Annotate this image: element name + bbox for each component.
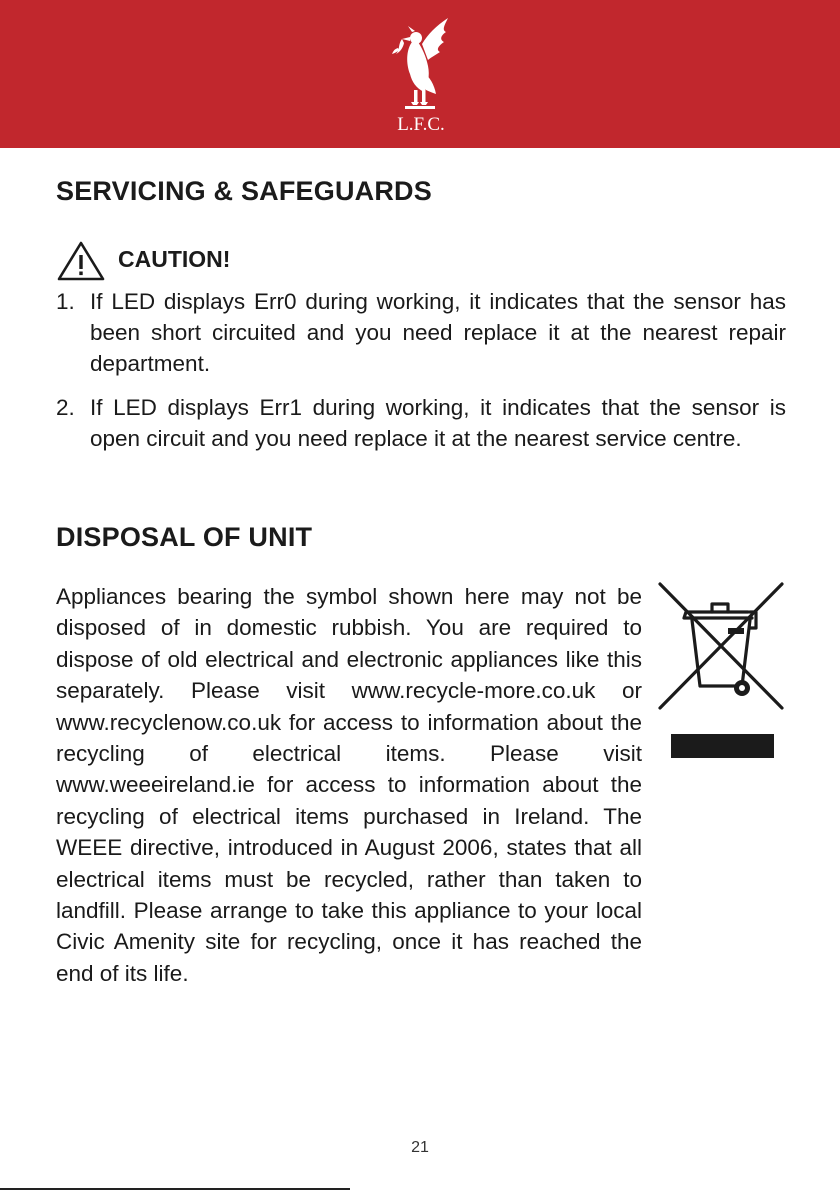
disposal-heading: DISPOSAL OF UNIT	[56, 522, 313, 552]
warning-triangle-icon	[56, 240, 106, 282]
caution-steps-list	[56, 286, 786, 467]
servicing-heading: SERVICING & SAFEGUARDS	[56, 176, 432, 206]
footer-rule	[0, 1188, 350, 1190]
step-text: If LED displays Err0 during working, it indicates that the sensor has been short circuited and you need replace it at the nearest repair department.	[90, 289, 786, 376]
disposal-paragraph: Appliances bearing the symbol shown here may not be disposed of in domestic rubbish. You are required to dispose of old electrical and electronic appliances like this separately. Please visit www.recycle-more.co.uk or www.recyclenow.co.uk for access to information about the recycling of electrical items. Please visit www.weeeireland.ie for access to information about the recycling of electrical items purchased in Ireland. The WEEE directive, introduced in August 2006, states that all electrical items must be recycled, rather than taken to landfill. Please arrange to take this appliance to your local Civic Amenity site for recycling, once it has reached the end of its life.	[56, 584, 642, 986]
caution-label: CAUTION!	[118, 246, 231, 272]
crest-lettering: L.F.C.	[397, 114, 445, 135]
lfc-crest-logo	[378, 12, 464, 138]
crossed-out-wheelie-bin-icon	[656, 582, 786, 762]
step-text: If LED displays Err1 during working, it indicates that the sensor is open circuit and you need replace it at the nearest service centre.	[90, 395, 786, 451]
step-number: 1.	[56, 289, 75, 314]
caution-step	[56, 286, 786, 379]
page-number: 21	[411, 1139, 429, 1156]
caution-step	[56, 392, 786, 454]
step-number: 2.	[56, 395, 75, 420]
weee-symbol	[656, 582, 786, 762]
header-band	[0, 0, 840, 148]
